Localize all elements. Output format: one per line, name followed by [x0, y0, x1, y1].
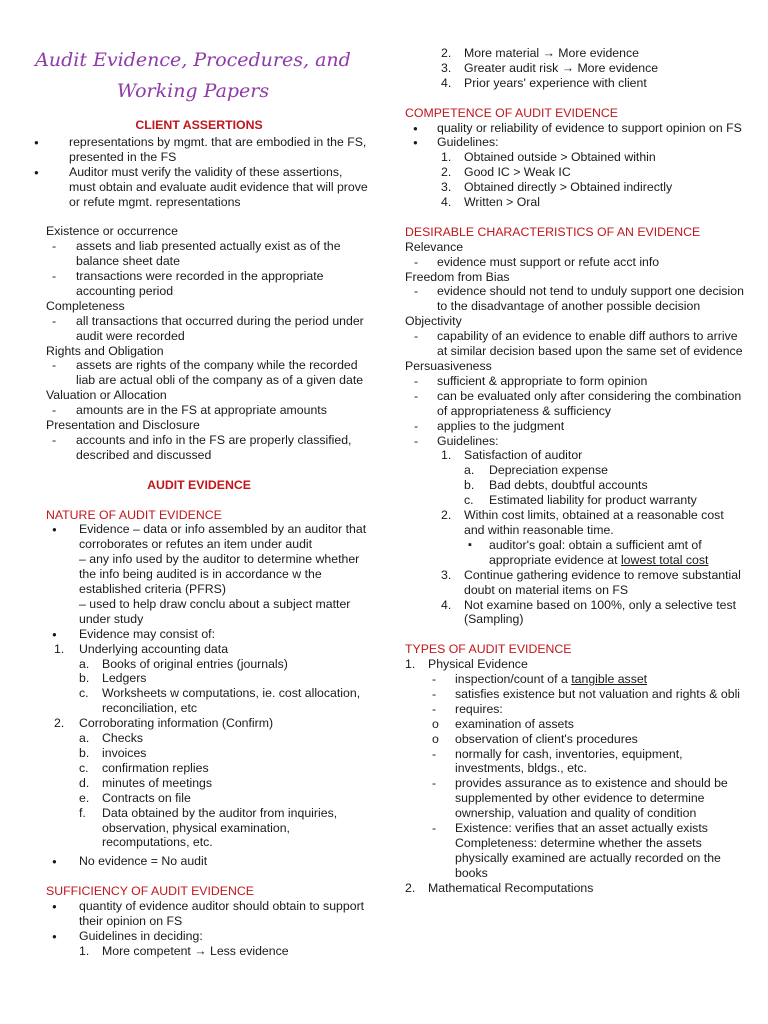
- item-text: Persuasiveness: [405, 359, 492, 373]
- blank-line: [29, 493, 369, 508]
- list-item: [29, 791, 369, 806]
- item-text: Satisfaction of auditor: [464, 448, 583, 463]
- item-text: evidence must support or refute acct info: [437, 254, 660, 269]
- list-marker: a.: [79, 656, 90, 671]
- section-heading: CLIENT ASSERTIONS: [135, 118, 263, 132]
- list-marker: ●: [52, 902, 57, 912]
- right-column: [405, 46, 745, 896]
- list-item: [29, 314, 369, 344]
- list-item: [405, 270, 745, 285]
- item-text: – used to help draw conclu about a subject matter under study: [79, 596, 351, 626]
- item-text: evidence should not tend to unduly support one decision to the disadvantage of another possible decision: [437, 284, 744, 314]
- list-marker: f.: [79, 805, 86, 820]
- list-item: [405, 702, 745, 717]
- list-marker: -: [432, 672, 437, 687]
- item-text: capability of an evidence to enable diff authors to arrive at similar decision based upon the same set of evidence: [437, 329, 743, 359]
- item-text: Existence: verifies that an asset actually exists: [455, 821, 708, 836]
- item-text: Good IC > Weak IC: [464, 165, 571, 180]
- list-item: [405, 329, 745, 359]
- list-marker: -: [414, 388, 419, 403]
- list-item: [405, 881, 745, 896]
- item-text: can be evaluated only after considering the combination of appropriateness & sufficiency: [437, 388, 742, 418]
- item-text: auditor's goal: obtain a sufficient amt of appropriate evidence at: [489, 537, 702, 567]
- list-item: [29, 433, 369, 463]
- list-marker: o: [432, 731, 439, 746]
- blank-line: [29, 869, 369, 884]
- subsection-heading: COMPETENCE OF AUDIT EVIDENCE: [405, 105, 618, 120]
- list-item: [405, 776, 745, 821]
- list-item: [29, 899, 369, 929]
- blank-line: [29, 209, 369, 224]
- list-marker: o: [432, 716, 439, 731]
- item-text: More competent → Less evidence: [102, 943, 289, 958]
- item-text: Books of original entries (journals): [102, 656, 288, 671]
- subsection-heading: NATURE OF AUDIT EVIDENCE: [46, 507, 222, 522]
- list-marker: 2.: [441, 165, 452, 180]
- list-item: [29, 597, 369, 627]
- item-text: – any info used by the auditor to determine whether the info being audited is in accordance w the established criteria (PFRS): [79, 552, 360, 597]
- item-text: quality or reliability of evidence to support opinion on FS: [437, 120, 742, 135]
- list-marker: 3.: [441, 60, 452, 75]
- list-marker: 1.: [441, 150, 452, 165]
- item-text: examination of assets: [455, 716, 574, 731]
- list-item: [29, 135, 369, 165]
- list-marker: -: [52, 358, 57, 373]
- list-item: [405, 493, 745, 508]
- list-item: [405, 672, 745, 687]
- list-item: [405, 448, 745, 463]
- list-marker: a.: [464, 463, 475, 478]
- list-marker: 3.: [441, 180, 452, 195]
- list-item: [29, 552, 369, 597]
- item-text: normally for cash, inventories, equipment, investments, bldgs., etc.: [455, 746, 683, 776]
- list-item: [405, 821, 745, 836]
- list-marker: ●: [34, 137, 39, 147]
- list-item: [405, 255, 745, 270]
- item-text: satisfies existence but not valuation and rights & obli: [455, 686, 741, 701]
- list-marker: -: [52, 269, 57, 284]
- list-item: [405, 240, 745, 255]
- list-marker: c.: [464, 493, 474, 508]
- blank-line: [405, 91, 745, 106]
- list-marker: -: [52, 239, 57, 254]
- list-marker: 2.: [441, 46, 452, 60]
- underlined-text: tangible asset: [571, 672, 648, 687]
- item-text: Relevance: [405, 239, 464, 254]
- list-marker: -: [52, 403, 57, 418]
- list-item: [405, 314, 745, 329]
- page-title: Audit Evidence, Procedures, and Working Papers: [35, 49, 351, 102]
- list-item: [405, 687, 745, 702]
- item-text: Mathematical Recomputations: [428, 880, 594, 895]
- list-marker: -: [414, 418, 419, 433]
- item-text: Guidelines in deciding:: [79, 928, 203, 943]
- list-marker: c.: [79, 760, 89, 775]
- list-item: [405, 284, 745, 314]
- list-marker: 1.: [79, 943, 90, 958]
- item-text: Within cost limits, obtained at a reasonable cost and within reasonable time.: [464, 508, 724, 537]
- list-marker: -: [414, 254, 419, 269]
- item-text: Worksheets w computations, ie. cost allocation, reconciliation, etc: [102, 686, 361, 716]
- list-item: [405, 61, 745, 76]
- item-text: provides assurance as to existence and should be supplemented by other evidence to determine ownership, valuation and quality of condition: [455, 776, 728, 821]
- list-item: [405, 836, 745, 881]
- list-item: [29, 746, 369, 761]
- list-item: [405, 76, 745, 91]
- item-text: Contracts on file: [102, 790, 191, 805]
- list-item: [29, 944, 369, 959]
- list-item: [29, 761, 369, 776]
- list-item: [405, 389, 745, 419]
- list-marker: 1.: [441, 448, 452, 463]
- section-heading: AUDIT EVIDENCE: [147, 477, 251, 492]
- list-item: [29, 269, 369, 299]
- list-item: [29, 776, 369, 791]
- item-text: Checks: [102, 731, 144, 746]
- item-text: Prior years' experience with client: [464, 75, 647, 90]
- list-item: [405, 747, 745, 777]
- item-text: Evidence may consist of:: [79, 626, 216, 641]
- list-marker: ●: [52, 525, 57, 535]
- item-text: Presentation and Disclosure: [46, 418, 200, 433]
- item-text: Freedom from Bias: [405, 269, 510, 284]
- list-item: [405, 135, 745, 150]
- list-item: [29, 522, 369, 552]
- list-marker: 2.: [441, 508, 452, 523]
- item-text: Ledgers: [102, 671, 147, 686]
- list-marker: 1.: [405, 657, 416, 672]
- item-text: Auditor must verify the validity of these assertions, must obtain and evaluate audit evidence that will prove or refute mgmt. representations: [69, 164, 368, 209]
- list-item: [405, 165, 745, 180]
- list-item: [29, 418, 369, 433]
- list-marker: 2.: [54, 716, 65, 731]
- item-text: all transactions that occurred during the period under audit were recorded: [76, 313, 364, 343]
- list-marker: -: [52, 313, 57, 328]
- item-text: Estimated liability for product warranty: [489, 493, 697, 508]
- list-item: [405, 478, 745, 493]
- list-item: [29, 224, 369, 239]
- list-marker: c.: [79, 686, 89, 701]
- list-item: [405, 657, 745, 672]
- item-text: Completeness: determine whether the assets physically examined are actually recorded on the books: [455, 835, 721, 880]
- blank-line: [405, 210, 745, 225]
- list-item: [405, 434, 745, 449]
- list-marker: -: [414, 284, 419, 299]
- list-marker: 4.: [441, 75, 452, 90]
- item-text: confirmation replies: [102, 760, 209, 775]
- list-marker: -: [414, 329, 419, 344]
- item-text: Evidence – data or info assembled by an auditor that corroborates or refutes an item under audit: [79, 522, 367, 552]
- list-marker: 4.: [441, 195, 452, 210]
- item-text: Underlying accounting data: [79, 641, 229, 656]
- item-text: transactions were recorded in the appropriate accounting period: [76, 269, 324, 298]
- item-text: Written > Oral: [464, 195, 540, 210]
- left-column: [29, 118, 369, 959]
- blank-line: [29, 463, 369, 478]
- list-item: [29, 344, 369, 359]
- list-marker: 4.: [441, 597, 452, 612]
- item-text: Existence or occurrence: [46, 224, 178, 239]
- item-text: Continue gathering evidence to remove substantial doubt on material items on FS: [464, 567, 741, 597]
- list-marker: d.: [79, 775, 90, 790]
- list-marker: ●: [413, 138, 418, 148]
- list-marker: -: [432, 746, 437, 761]
- item-text: Bad debts, doubtful accounts: [489, 478, 648, 493]
- list-item: [405, 195, 745, 210]
- list-marker: ●: [34, 167, 39, 177]
- list-item: [29, 299, 369, 314]
- list-item: [405, 538, 745, 568]
- list-marker: -: [432, 776, 437, 791]
- list-marker: -: [432, 821, 437, 836]
- item-text: Obtained outside > Obtained within: [464, 150, 656, 165]
- list-item: [405, 46, 745, 61]
- subsection-heading: DESIRABLE CHARACTERISTICS OF AN EVIDENCE: [405, 224, 701, 239]
- item-text: Depreciation expense: [489, 463, 608, 478]
- list-item: [29, 731, 369, 746]
- list-item: [29, 642, 369, 657]
- list-item: [29, 403, 369, 418]
- list-marker: e.: [79, 790, 90, 805]
- item-text: Guidelines:: [437, 135, 499, 150]
- list-marker: -: [432, 701, 437, 716]
- item-text: Corroborating information (Confirm): [79, 716, 274, 731]
- list-item: [29, 358, 369, 388]
- item-text: Valuation or Allocation: [46, 388, 167, 403]
- list-item: [29, 671, 369, 686]
- item-text: applies to the judgment: [437, 418, 565, 433]
- list-marker: ●: [52, 931, 57, 941]
- list-marker: ●: [52, 629, 57, 639]
- list-marker: -: [414, 433, 419, 448]
- list-item: [405, 150, 745, 165]
- list-marker: b.: [79, 746, 90, 761]
- list-item: [29, 716, 369, 731]
- list-item: [29, 627, 369, 642]
- item-text: Physical Evidence: [428, 657, 528, 672]
- list-marker: 1.: [54, 641, 65, 656]
- list-item: [405, 121, 745, 136]
- list-marker: b.: [464, 478, 475, 493]
- item-text: Objectivity: [405, 314, 462, 329]
- list-item: [405, 359, 745, 374]
- list-item: [29, 388, 369, 403]
- list-marker: 2.: [405, 880, 416, 895]
- list-marker: ▪: [468, 538, 472, 551]
- list-marker: ●: [413, 123, 418, 133]
- list-item: [29, 165, 369, 210]
- item-text: amounts are in the FS at appropriate amounts: [76, 403, 327, 418]
- list-item: [405, 717, 745, 732]
- item-text: invoices: [102, 746, 147, 761]
- list-marker: -: [414, 373, 419, 388]
- list-marker: -: [52, 433, 57, 448]
- list-item: [29, 929, 369, 944]
- list-item: [405, 374, 745, 389]
- underlined-text: lowest total cost: [620, 552, 709, 567]
- item-text: observation of client's procedures: [455, 731, 638, 746]
- list-item: [405, 732, 745, 747]
- subsection-heading: SUFFICIENCY OF AUDIT EVIDENCE: [46, 884, 254, 899]
- blank-line: [405, 627, 745, 642]
- list-item: [29, 239, 369, 269]
- list-item: [405, 180, 745, 195]
- item-text: Greater audit risk → More evidence: [464, 60, 659, 75]
- list-marker: ●: [52, 857, 57, 867]
- list-item: [29, 657, 369, 672]
- item-text: Completeness: [46, 298, 125, 313]
- list-item: [29, 806, 369, 851]
- item-text: quantity of evidence auditor should obtain to support their opinion on FS: [79, 899, 365, 928]
- item-text: accounts and info in the FS are properly classified, described and discussed: [76, 433, 352, 462]
- list-item: [405, 598, 745, 628]
- item-text: requires:: [455, 701, 503, 716]
- item-text: inspection/count of a: [455, 672, 572, 687]
- item-text: Rights and Obligation: [46, 343, 164, 358]
- list-item: [29, 686, 369, 716]
- item-text: sufficient & appropriate to form opinion: [437, 373, 648, 388]
- list-item: [405, 508, 745, 538]
- list-marker: -: [432, 686, 437, 701]
- item-text: More material → More evidence: [464, 46, 639, 60]
- item-text: minutes of meetings: [102, 775, 213, 790]
- list-marker: 3.: [441, 567, 452, 582]
- item-text: assets and liab presented actually exist as of the balance sheet date: [76, 239, 341, 269]
- list-item: [405, 568, 745, 598]
- list-item: [405, 463, 745, 478]
- item-text: Data obtained by the auditor from inquiries, observation, physical examination, recomputations, etc.: [102, 805, 338, 850]
- list-marker: a.: [79, 731, 90, 746]
- item-text: No evidence = No audit: [79, 854, 208, 869]
- item-text: representations by mgmt. that are embodied in the FS, presented in the FS: [69, 134, 367, 164]
- item-text: Obtained directly > Obtained indirectly: [464, 180, 673, 195]
- item-text: assets are rights of the company while the recorded liab are actual obli of the company as of a given date: [76, 358, 364, 388]
- list-item: [405, 419, 745, 434]
- list-marker: b.: [79, 671, 90, 686]
- subsection-heading: TYPES OF AUDIT EVIDENCE: [405, 642, 572, 657]
- list-item: [29, 854, 369, 869]
- item-text: Not examine based on 100%, only a selective test (Sampling): [464, 597, 737, 627]
- item-text: Guidelines:: [437, 433, 499, 448]
